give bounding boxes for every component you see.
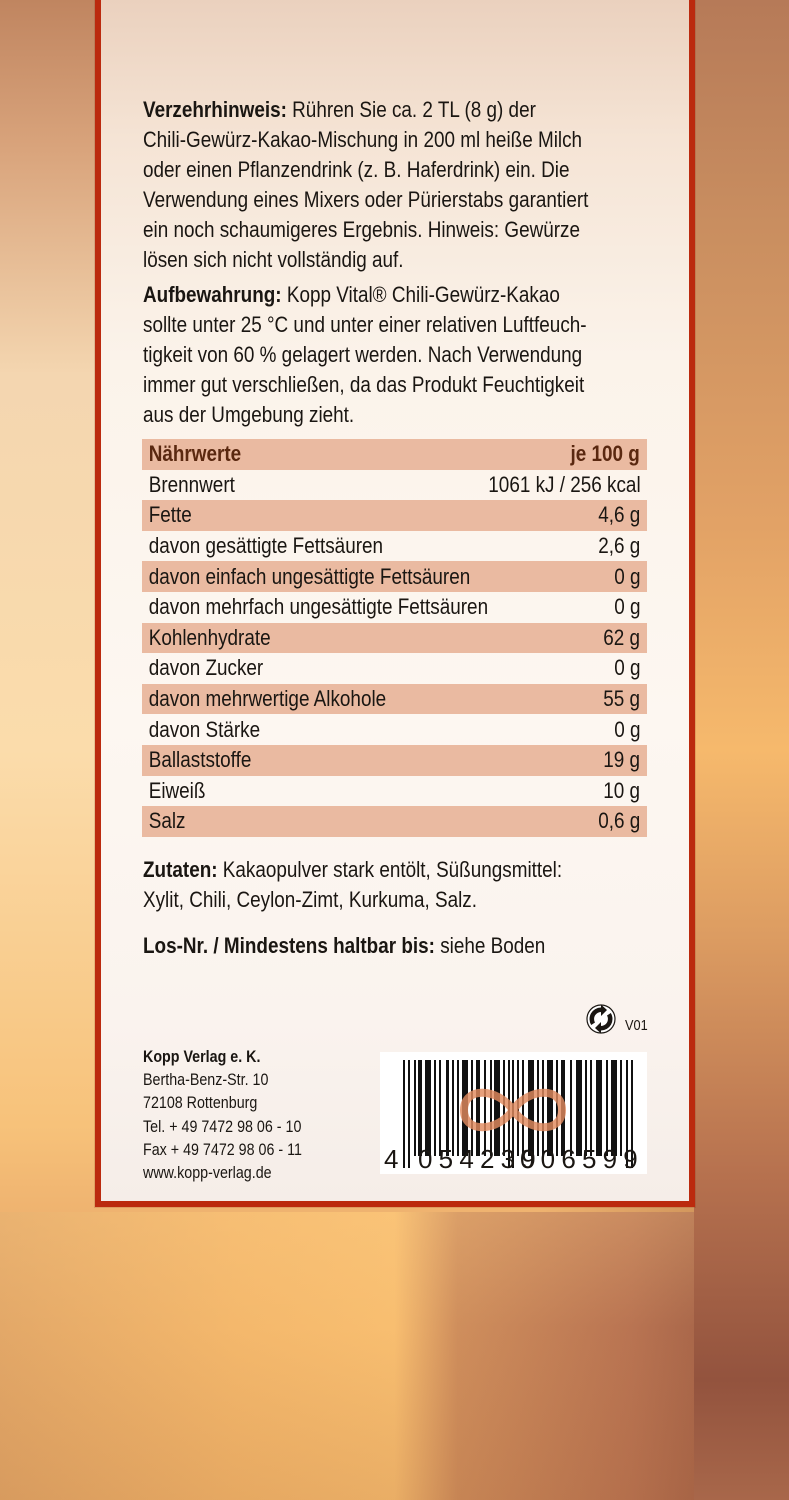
row-label: davon mehrwertige Alkohole — [148, 686, 387, 712]
consumption-line: lösen sich nicht vollständig auf. — [143, 247, 404, 272]
table-row — [142, 806, 647, 837]
publisher-phone: Tel. + 49 7472 98 06 - 10 — [143, 1116, 302, 1136]
ingredients-line: Xylit, Chili, Ceylon-Zimt, Kurkuma, Salz. — [143, 887, 477, 912]
barcode-first-digit: 4 — [384, 1144, 399, 1174]
row-value: 0 g — [614, 716, 641, 742]
table-row — [142, 561, 647, 592]
row-value: 19 g — [603, 747, 641, 773]
table-row — [142, 623, 647, 654]
table-row — [142, 653, 647, 684]
ingredients — [143, 855, 642, 915]
row-label: davon gesättigte Fettsäuren — [148, 533, 384, 559]
background-right — [694, 0, 789, 1500]
table-row — [142, 776, 647, 807]
barcode-left-group: 054239 — [418, 1144, 542, 1174]
background-bottom — [0, 1212, 789, 1500]
publisher-fax: Fax + 49 7472 98 06 - 11 — [143, 1139, 302, 1159]
row-label: Ballaststoffe — [148, 747, 252, 773]
row-label: davon Stärke — [148, 716, 261, 742]
table-row — [142, 470, 647, 501]
publisher-name: Kopp Verlag e. K. — [143, 1047, 261, 1066]
version-code: V01 — [625, 1017, 648, 1034]
table-row — [142, 714, 647, 745]
storage-line: tigkeit von 60 % gelagert werden. Nach Verwendung — [143, 342, 583, 367]
row-value: 0,6 g — [598, 808, 641, 834]
row-label: Brennwert — [148, 471, 235, 497]
publisher-street: Bertha-Benz-Str. 10 — [143, 1070, 269, 1090]
nutrition-table-header — [142, 439, 647, 470]
publisher-address — [143, 1045, 332, 1184]
row-value: 2,6 g — [598, 533, 641, 559]
consumption-line: Rühren Sie ca. 2 TL (8 g) der — [286, 97, 536, 122]
lot-heading: Los-Nr. / Mindestens haltbar bis: — [143, 933, 435, 958]
storage-line: sollte unter 25 °C und unter einer relativen Luftfeuch- — [143, 312, 587, 337]
row-value: 4,6 g — [598, 502, 641, 528]
row-label: Salz — [148, 808, 186, 834]
storage-line: aus der Umgebung zieht. — [143, 402, 355, 427]
row-label: davon Zucker — [148, 655, 264, 681]
row-value: 62 g — [603, 624, 641, 650]
storage-heading: Aufbewahrung: — [143, 282, 282, 307]
row-value: 55 g — [603, 686, 641, 712]
lot-info — [143, 931, 622, 961]
publisher-website: www.kopp-verlag.de — [143, 1163, 272, 1183]
row-label: Kohlenhydrate — [148, 624, 271, 650]
consumption-note — [143, 95, 673, 275]
consumption-line: Verwendung eines Mixers oder Pürierstabs garantiert — [143, 187, 589, 212]
table-row — [142, 684, 647, 715]
consumption-note-heading: Verzehrhinweis: — [143, 97, 287, 122]
consumption-line: oder einen Pflanzendrink (z. B. Haferdrink) ein. Die — [143, 157, 570, 182]
storage-note — [143, 280, 671, 430]
ingredients-heading: Zutaten: — [143, 857, 218, 882]
lot-text: siehe Boden — [434, 933, 546, 958]
publisher-city: 72108 Rottenburg — [143, 1093, 258, 1113]
table-row — [142, 500, 647, 531]
barcode-right-group: 006599 — [520, 1144, 644, 1174]
row-value: 0 g — [614, 563, 641, 589]
table-row — [142, 745, 647, 776]
ingredients-line: Kakaopulver stark entölt, Süßungsmittel: — [217, 857, 563, 882]
row-value: 0 g — [614, 594, 641, 620]
consumption-line: ein noch schaumigeres Ergebnis. Hinweis: Gewürze — [143, 217, 581, 242]
ean-barcode — [380, 1052, 647, 1174]
table-row — [142, 531, 647, 562]
row-value: 1061 kJ / 256 kcal — [487, 471, 641, 497]
nutrition-table — [142, 439, 647, 837]
header-label: Nährwerte — [148, 441, 242, 467]
consumption-line: Chili-Gewürz-Kakao-Mischung in 200 ml heiße Milch — [143, 127, 583, 152]
row-label: davon einfach ungesättigte Fettsäuren — [148, 563, 471, 589]
storage-line: Kopp Vital® Chili-Gewürz-Kakao — [281, 282, 560, 307]
row-label: Eiweiß — [148, 777, 206, 803]
row-label: davon mehrfach ungesättigte Fettsäuren — [148, 594, 489, 620]
row-value: 10 g — [603, 777, 641, 803]
storage-line: immer gut verschließen, da das Produkt Feuchtigkeit — [143, 372, 585, 397]
table-row — [142, 592, 647, 623]
header-value: je 100 g — [570, 441, 641, 467]
row-value: 0 g — [614, 655, 641, 681]
row-label: Fette — [148, 502, 192, 528]
green-dot-recycle-icon — [586, 1004, 616, 1034]
